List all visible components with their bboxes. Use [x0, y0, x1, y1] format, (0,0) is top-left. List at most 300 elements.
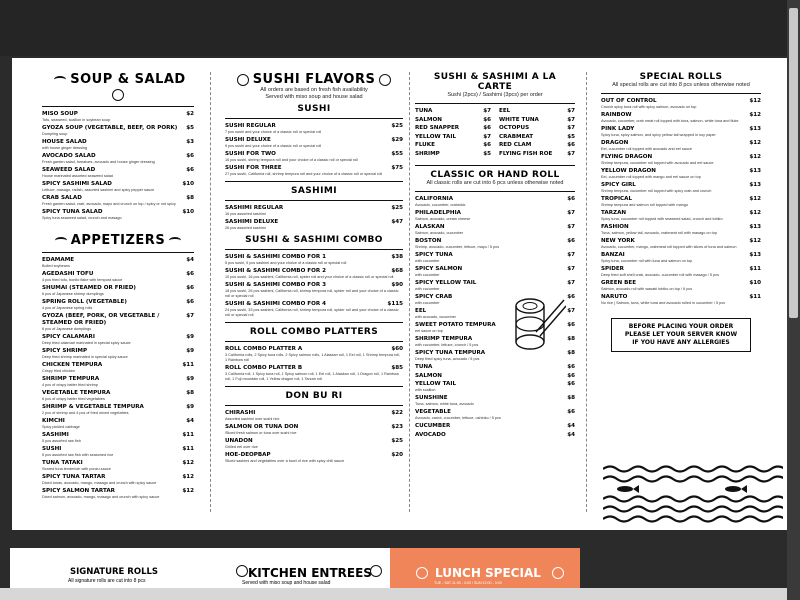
item-price: $6 — [567, 142, 575, 148]
menu-item — [415, 280, 575, 292]
divider — [42, 252, 194, 253]
item-price: $10 — [182, 209, 194, 215]
divider — [225, 386, 403, 387]
item-price: $7 — [483, 133, 491, 140]
item-description: Diced salmon, avocado, mango, masago and crunch with spicy sauce — [42, 495, 160, 499]
menu-item — [601, 280, 761, 292]
item-name: SUSHI & SASHIMI COMBO FOR 4 — [225, 301, 326, 307]
item-price: $7 — [567, 224, 575, 230]
item-name: SPICY TUNA — [415, 252, 453, 258]
menu-item — [601, 224, 761, 236]
chef-hat-icon — [236, 565, 248, 577]
menu-item — [601, 140, 761, 152]
menu-item — [42, 313, 194, 332]
item-description: Dumpling soup — [42, 132, 68, 136]
menu-item — [415, 238, 575, 250]
item-price: $7 — [567, 210, 575, 216]
item-price: $10 — [749, 280, 761, 286]
item-name: SASHIMI — [42, 432, 69, 438]
item-description: 10 pcs sushi, 16 pcs sashimi, California roll, spider roll and your choice of a classic roll or special roll — [225, 275, 394, 279]
menu-item — [225, 219, 403, 231]
item-description: Avocado, cucumber, crabstick — [415, 203, 466, 207]
horizontal-scrollbar[interactable] — [0, 588, 787, 600]
menu-item — [225, 205, 403, 217]
item-name: SPICY SASHIMI SALAD — [42, 181, 112, 187]
item-price: $6 — [567, 322, 575, 328]
menu-item — [42, 139, 194, 151]
item-price: $7 — [483, 108, 491, 114]
item-description: Seared tuna tenderloin with ponzu sauce — [42, 467, 111, 471]
lunch-special-hours: TUE - SAT 11:30 - 3:00 / SUN 12:00 - 3:00 — [434, 581, 502, 585]
menu-item — [42, 474, 194, 486]
divider — [42, 106, 194, 107]
item-price: $9 — [186, 348, 194, 354]
alacarte-left-list — [415, 108, 491, 159]
menu-item — [601, 154, 761, 166]
sushi-flavors-heading: SUSHI FLAVORS — [225, 72, 403, 87]
item-price: $7 — [567, 150, 575, 157]
item-price: $6 — [567, 238, 575, 244]
item-description: 26 pcs assorted sashimi — [225, 226, 266, 230]
menu-item — [42, 181, 194, 193]
column-divider — [409, 72, 410, 512]
menu-item — [415, 134, 491, 141]
item-description: with cucumber — [415, 259, 440, 263]
item-description: 9 pcs sushi and your choice of a classic roll or special roll — [225, 144, 322, 148]
item-name: FLYING FISH ROE — [499, 150, 553, 157]
menu-item — [42, 167, 194, 179]
menu-item — [601, 168, 761, 180]
item-name: SHRIMP — [415, 150, 440, 157]
item-name: ROLL COMBO PLATTER A — [225, 346, 303, 352]
menu-item — [601, 266, 761, 278]
item-price: $11 — [182, 446, 194, 452]
scrollbar-thumb[interactable] — [789, 8, 798, 318]
menu-item — [415, 395, 575, 407]
item-name: NARUTO — [601, 294, 628, 300]
item-description: Shrimp tempura, cucumber roll topped with spicy crab and crunch — [601, 189, 712, 193]
divider — [225, 341, 403, 342]
item-price: $13 — [749, 252, 761, 258]
item-price: $6 — [567, 381, 575, 387]
item-name: EEL — [415, 308, 427, 314]
item-name: SASHIMI DELUXE — [225, 219, 279, 225]
item-name: UNADON — [225, 438, 253, 444]
item-name: SPICY SHRIMP — [42, 348, 88, 354]
divider — [225, 118, 403, 119]
item-description: Salmon, avocado, cucumber — [415, 231, 464, 235]
item-description: 6 pcs of Japanese dumplings — [42, 327, 92, 331]
column-divider — [586, 72, 587, 512]
item-name: SHRIMP TEMPURA — [415, 336, 473, 342]
alacarte-heading: SUSHI & SASHIMI A LA CARTE — [433, 72, 557, 92]
item-description: Eel, cucumber roll topped with avocado and eel sauce — [601, 147, 692, 151]
item-name: FLYING DRAGON — [601, 154, 653, 160]
item-description: 24 pcs sushi, 33 pcs sashimi, California roll, shrimp tempura roll, spider roll and your choice of a classic roll or special roll — [225, 308, 399, 317]
item-price: $4 — [567, 423, 575, 429]
item-name: AVOCADO — [415, 431, 446, 438]
item-price: $6 — [186, 299, 194, 305]
item-description: with cucumber — [415, 287, 440, 291]
item-price: $11 — [749, 266, 761, 272]
item-name: ALASKAN — [415, 224, 445, 230]
menu-item — [415, 409, 575, 421]
alacarte-grid — [415, 108, 575, 159]
divider — [415, 191, 575, 192]
item-name: BOSTON — [415, 238, 442, 244]
item-description: Diced tunas, avocado, mango, masago and crunch with spicy sauce — [42, 481, 157, 485]
sushi-flavors-subtitle-2: Served with miso soup and house salad — [265, 94, 363, 100]
menu-item — [225, 137, 403, 149]
menu-item — [42, 446, 194, 458]
divider — [225, 200, 403, 201]
item-description: Assorted sashimi over sushi rice — [225, 417, 280, 421]
item-name: SPICY TUNA SALAD — [42, 209, 103, 215]
item-description: Avocado, cucumber, crab meat roll topped with tuna, salmon, white tuna and fluke — [601, 119, 739, 123]
kitchen-entrees-heading: KITCHEN ENTREES — [248, 566, 372, 580]
menu-item — [42, 125, 194, 137]
item-name: NEW YORK — [601, 238, 635, 244]
item-price: $6 — [567, 409, 575, 415]
item-name: TUNA — [415, 364, 433, 370]
item-name: CRABMEAT — [499, 133, 534, 140]
item-description: Tofu, seaweed, scallion in soybean soup — [42, 118, 110, 122]
item-price: $5 — [483, 150, 491, 157]
item-price: $6 — [567, 196, 575, 202]
item-name: GREEN BEE — [601, 280, 637, 286]
item-price: $6 — [483, 116, 491, 123]
item-description: 4 pcs of crispy batter fried shrimp — [42, 383, 98, 387]
item-description: Grilled eel over rice — [225, 445, 258, 449]
item-description: Sliced fresh salmon or tuna over sushi rice — [225, 431, 297, 435]
menu-item — [225, 268, 403, 280]
platters-heading: ROLL COMBO PLATTERS — [249, 327, 379, 337]
item-description: Boiled soybeans — [42, 264, 70, 268]
classic-subtitle: All classic rolls are cut into 6 pcs unless otherwise noted — [426, 180, 564, 186]
item-price: $7 — [567, 308, 575, 314]
item-price: $4 — [186, 257, 194, 263]
menu-item — [225, 410, 403, 422]
divider — [601, 93, 761, 94]
menu-item — [499, 142, 575, 149]
vertical-scrollbar[interactable] — [787, 0, 800, 600]
item-price: $10 — [182, 181, 194, 187]
allergy-notice: BEFORE PLACING YOUR ORDER PLEASE LET YOUR SERVER KNOW IF YOU HAVE ANY ALLERGIES — [611, 318, 751, 352]
item-name: SUSHI REGULAR — [225, 123, 276, 129]
menu-item — [225, 165, 403, 177]
item-name: SPICY TUNA TARTAR — [42, 474, 106, 480]
item-description: Fresh garden salad, tomatoes, avocado and house ginger dressing — [42, 160, 155, 164]
item-price: $8 — [567, 395, 575, 401]
item-description: with cucumber — [415, 301, 440, 305]
item-name: OUT OF CONTROL — [601, 98, 657, 104]
item-price: $13 — [749, 182, 761, 188]
item-description: 6 pcs of Japanese shrimp dumplings — [42, 292, 104, 296]
sashimi-list — [225, 205, 403, 231]
menu-item — [42, 404, 194, 416]
item-name: PHILADELPHIA — [415, 210, 461, 216]
item-price: $6 — [567, 364, 575, 370]
item-name: AVOCADO SALAD — [42, 153, 96, 159]
lunch-special-heading: LUNCH SPECIAL — [435, 566, 541, 580]
item-price: $7 — [567, 266, 575, 272]
item-price: $3 — [186, 139, 194, 145]
item-description: Sliced sashimi and vegetables over a bowl of rice with spicy chili sauce — [225, 459, 345, 463]
menu-item — [601, 294, 761, 306]
item-description: No rice | Salmon, tuna, white tuna and avocado rolled in cucumber / 5 pcs — [601, 301, 726, 305]
item-name: EDAMAME — [42, 257, 75, 263]
item-price: $25 — [391, 205, 403, 211]
item-description: 18 pcs sushi, 26 pcs sashimi, California roll, shrimp tempura roll, spider roll and your choice of a classic roll or special roll — [225, 289, 399, 298]
item-description: with cucumber — [415, 273, 440, 277]
menu-item — [42, 348, 194, 360]
item-name: SPRING ROLL (VEGETABLE) — [42, 299, 127, 305]
item-name: SASHIMI REGULAR — [225, 205, 284, 211]
item-name: SPICY SALMON TARTAR — [42, 488, 115, 494]
item-price: $60 — [391, 346, 403, 352]
item-name: CALIFORNIA — [415, 196, 454, 202]
item-description: 16 pcs sushi, shrimp tempura roll and your choice of a classic roll or special roll — [225, 158, 358, 162]
item-description: Eel, cucumber roll topped with mango and eel sauce on top — [601, 175, 701, 179]
column-soup-appetizers — [42, 72, 194, 502]
item-name: ROLL COMBO PLATTER B — [225, 365, 303, 371]
special-rolls-subtitle: All special rolls are cut into 8 pcs unless otherwise noted — [612, 82, 750, 88]
item-description: Shrimp, avocado, cucumber, lettuce, mayo / 5 pcs — [415, 245, 499, 249]
item-price: $6 — [186, 285, 194, 291]
item-description: Avocado, cucumber, mango, crabmeat roll topped with slices of tuna and salmon — [601, 245, 737, 249]
item-price: $68 — [391, 268, 403, 274]
item-price: $12 — [749, 140, 761, 146]
item-price: $23 — [391, 424, 403, 430]
item-description: 3 California rolls, 2 Spicy tuna rolls, 2 Spicy salmon rolls, 1 Alaskan roll, 1 Eel roll, 1 Shrimp tempura roll, 1 Rainbow roll — [225, 353, 401, 362]
item-price: $13 — [749, 168, 761, 174]
item-description: with avocado, cucumber — [415, 315, 456, 319]
item-price: $55 — [391, 151, 403, 157]
menu-item — [499, 125, 575, 132]
item-name: RED CLAM — [499, 142, 532, 148]
item-price: $9 — [186, 376, 194, 382]
menu-item — [42, 376, 194, 388]
column-alacarte-classic — [415, 72, 575, 440]
item-description: 27 pcs sushi, California roll, shrimp tempura roll and your choice of a classic roll or special roll — [225, 172, 383, 176]
item-name: YELLOW DRAGON — [601, 168, 656, 174]
item-name: AGEDASHI TOFU — [42, 271, 94, 277]
item-name: FLUKE — [415, 142, 435, 148]
item-price: $11 — [749, 294, 761, 300]
bowl-icon — [112, 89, 124, 101]
item-description: Crunch spicy tuna roll with spicy salmon, avocado on top — [601, 105, 697, 109]
menu-item — [42, 271, 194, 283]
menu-item — [499, 134, 575, 141]
menu-item — [415, 423, 575, 430]
menu-item — [42, 418, 194, 430]
item-name: HOUSE SALAD — [42, 139, 87, 145]
item-description: 2 pcs of shrimp and 4 pcs of fried mixed vegetables — [42, 411, 129, 415]
item-description: with scallion — [415, 388, 436, 392]
item-description: Spicy tuna, cucumber roll topped with seaweed salad, crunch and tobiko — [601, 217, 723, 221]
menu-item — [225, 301, 403, 318]
appetizer-list — [42, 257, 194, 500]
item-name: SHRIMP & VEGETABLE TEMPURA — [42, 404, 144, 410]
menu-item — [499, 108, 575, 115]
menu-item — [601, 98, 761, 110]
item-price: $13 — [749, 126, 761, 132]
item-name: SWEET POTATO TEMPURA — [415, 322, 496, 328]
sushi-flavors-subtitle: All orders are based on fresh fish availability — [260, 87, 368, 93]
menu-item — [601, 238, 761, 250]
alacarte-subtitle: Sushi (2pcs) / Sashimi (3pcs) per order — [447, 92, 543, 98]
item-price: $6 — [483, 142, 491, 148]
item-description: 4 pcs fried tofu, bonito flake with tempura sauce — [42, 278, 123, 282]
menu-item — [601, 210, 761, 222]
item-description: Avocado, carrot, cucumber, lettuce, oshinko / 5 pcs — [415, 416, 501, 420]
sushi-icon — [237, 74, 249, 86]
item-price: $6 — [186, 271, 194, 277]
item-name: SUSHI FOR TWO — [225, 151, 276, 157]
item-price: $7 — [567, 280, 575, 286]
item-name: TARZAN — [601, 210, 627, 216]
menu-item — [225, 365, 403, 382]
item-name: VEGETABLE — [415, 409, 451, 415]
item-price: $6 — [567, 372, 575, 379]
item-name: SPIDER — [601, 266, 624, 272]
item-description: Lettuce, masago, radish, assorted sashimi and spicy pepper sauce — [42, 188, 155, 192]
item-description: Spicy tuna seaweed salad, crunch and masago — [42, 216, 122, 220]
item-price: $13 — [749, 224, 761, 230]
donburi-list — [225, 410, 403, 464]
combo-heading: SUSHI & SASHIMI COMBO — [245, 235, 383, 245]
item-price: $90 — [391, 282, 403, 288]
menu-item — [42, 488, 194, 500]
item-description: Spicy pickled cabbage — [42, 425, 80, 429]
classic-heading: CLASSIC OR HAND ROLL — [430, 170, 560, 180]
item-description: Shrimp tempura, cucumber roll topped with avocado and eel sauce — [601, 161, 714, 165]
menu-item — [415, 252, 575, 264]
menu-item — [415, 373, 575, 380]
item-price: $12 — [749, 154, 761, 160]
chef-hat-icon — [370, 565, 382, 577]
menu-item — [42, 209, 194, 221]
menu-item — [42, 257, 194, 269]
menu-item — [42, 362, 194, 374]
sushi-list — [225, 123, 403, 177]
item-price: $47 — [391, 219, 403, 225]
menu-item — [225, 424, 403, 436]
item-description: 3 California roll, 1 Spicy tuna roll, 1 Spicy salmon roll, 1 Eel roll, 1 Alaskan roll, 1 Dragon roll, 1 Rainbow roll, 1 Fuji mountain roll, 1 Yellow dragon roll, 1 Tarzan roll — [225, 372, 399, 381]
column-special-rolls — [601, 72, 761, 352]
item-price: $7 — [186, 313, 194, 319]
item-name: SALMON OR TUNA DON — [225, 424, 299, 430]
item-price: $8 — [567, 336, 575, 342]
menu-item — [42, 460, 194, 472]
menu-item — [415, 196, 575, 208]
item-name: GYOZA (BEEF, PORK, OR VEGETABLE / STEAMED OR FRIED) — [42, 313, 160, 326]
sushi-icon — [379, 74, 391, 86]
sashimi-heading: SASHIMI — [291, 186, 337, 196]
item-price: $2 — [186, 111, 194, 117]
divider — [225, 181, 403, 182]
item-description: Crispy fried chicken — [42, 369, 76, 373]
item-price: $12 — [749, 112, 761, 118]
item-price: $75 — [391, 165, 403, 171]
column-divider — [210, 72, 211, 512]
item-description: 16 pcs assorted sashimi — [225, 212, 266, 216]
menu-item — [415, 125, 491, 132]
item-price: $4 — [186, 418, 194, 424]
item-price: $11 — [182, 362, 194, 368]
item-price: $7 — [567, 108, 575, 114]
menu-item — [415, 151, 491, 158]
top-dark-band — [0, 0, 800, 56]
menu-item — [601, 252, 761, 264]
item-price: $22 — [391, 410, 403, 416]
menu-item — [42, 299, 194, 311]
menu-item — [225, 254, 403, 266]
appetizers-heading: APPETIZERS — [42, 233, 194, 248]
item-price: $8 — [186, 390, 194, 396]
item-name: RED SNAPPER — [415, 125, 460, 131]
menu-item — [225, 346, 403, 363]
item-name: CRAB SALAD — [42, 195, 82, 201]
menu-item — [42, 195, 194, 207]
soup-salad-heading: SOUP & SALAD — [42, 72, 194, 102]
item-price: $7 — [567, 125, 575, 131]
menu-item — [601, 182, 761, 194]
item-name: HOE-DEOPBAP — [225, 452, 271, 458]
sushi-heading: SUSHI — [297, 104, 331, 114]
item-name: YELLOW TAIL — [415, 133, 457, 140]
item-price: $6 — [567, 294, 575, 300]
menu-item — [225, 452, 403, 464]
menu-item — [42, 111, 194, 123]
item-price: $5 — [567, 133, 575, 140]
kitchen-entrees-subtitle: Served with miso soup and house salad — [242, 580, 331, 586]
item-name: CUCUMBER — [415, 423, 451, 429]
item-description: 5 pcs assorted raw fish — [42, 439, 81, 443]
item-description: Spicy tuna, cucumber roll with tuna and salmon on top — [601, 259, 693, 263]
combo-list — [225, 254, 403, 318]
item-name: SALMON — [415, 116, 442, 123]
divider — [415, 103, 575, 104]
item-name: SEAWEED SALAD — [42, 167, 96, 173]
item-price: $12 — [182, 474, 194, 480]
menu-item — [415, 142, 491, 149]
item-description: Deep fried calamari marinated in special spicy sauce — [42, 341, 131, 345]
donburi-heading: DON BU RI — [285, 391, 343, 401]
item-name: KIMCHI — [42, 418, 65, 424]
item-description: Deep fried spicy tuna, avocado / 5 pcs — [415, 357, 480, 361]
column-sushi-flavors — [225, 72, 403, 466]
cup-icon — [416, 567, 428, 579]
item-name: SUSHI & SASHIMI COMBO FOR 2 — [225, 268, 326, 274]
sushi-roll-illustration-icon — [506, 292, 566, 362]
item-description: Spicy tuna, spicy salmon, and spicy yellow tail wrapped in soy paper — [601, 133, 716, 137]
item-price: $7 — [567, 116, 575, 123]
item-description: 5 pcs sushi, 9 pcs sashimi and your choice of a classic roll or special roll — [225, 261, 347, 265]
item-description: Tuna, salmon, white tuna, avocado — [415, 402, 474, 406]
item-name: SPICY GIRL — [601, 182, 636, 188]
leaf-icon — [169, 237, 181, 244]
item-name: SHUMAI (STEAMED OR FRIED) — [42, 285, 136, 291]
item-description: 6 pcs of crispy batter fried vegetables — [42, 397, 105, 401]
item-name: CHICKEN TEMPURA — [42, 362, 103, 368]
item-name: SUSHI & SASHIMI COMBO FOR 1 — [225, 254, 326, 260]
menu-item — [601, 126, 761, 138]
item-price: $6 — [186, 153, 194, 159]
signature-rolls-heading: SIGNATURE ROLLS — [70, 567, 159, 577]
item-description: Salmon, avocado roll with wasabi tobiko on top / 6 pcs — [601, 287, 693, 291]
item-price: $9 — [186, 334, 194, 340]
